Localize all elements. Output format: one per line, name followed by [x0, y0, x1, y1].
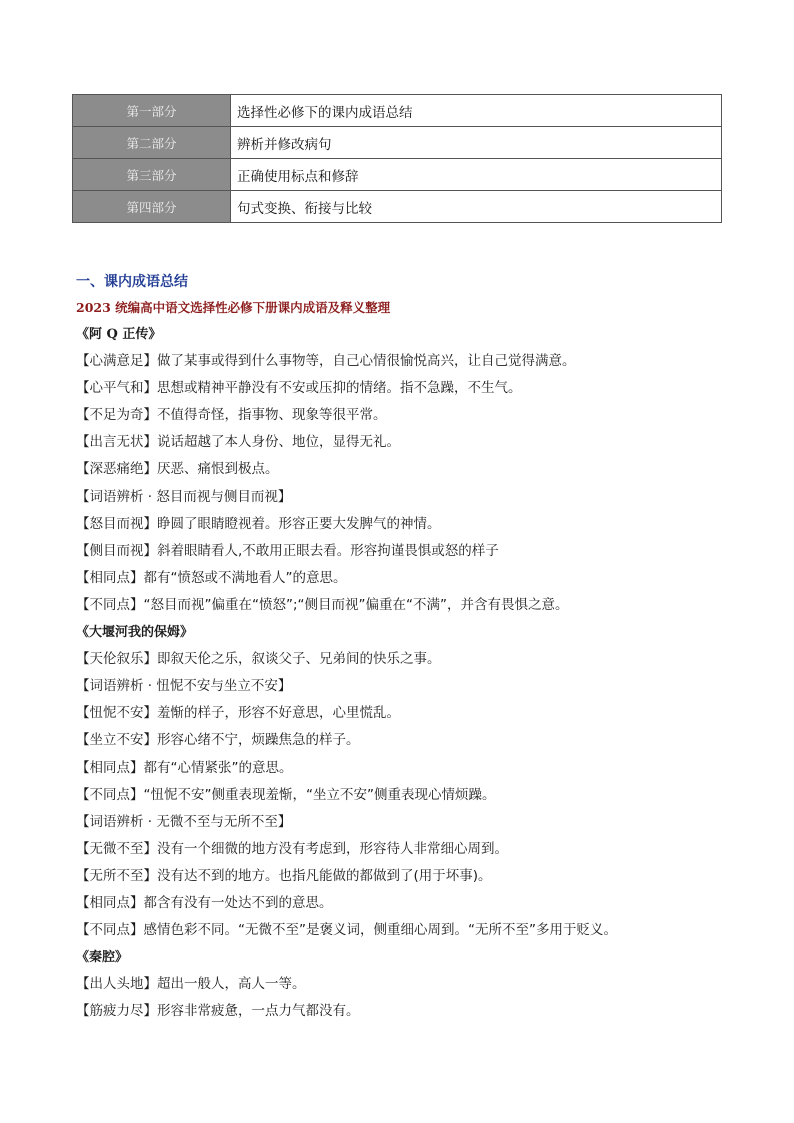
toc-row [73, 95, 722, 127]
idiom-list [76, 321, 736, 1025]
contents-table [72, 94, 722, 223]
section-heading: 一、课内成语总结 [76, 274, 188, 290]
toc-desc: 正确使用标点和修辞 [231, 159, 722, 191]
idiom-entry: 【相同点】都有“愤怒或不满地看人”的意思。 [76, 569, 347, 586]
toc-part: 第一部分 [73, 95, 231, 127]
idiom-entry: 【坐立不安】形容心绪不宁，烦躁焦急的样子。 [76, 732, 360, 749]
idiom-entry: 【深恶痛绝】厌恶、痛恨到极点。 [76, 461, 279, 478]
idiom-entry: 【词语辨析 · 无微不至与无所不至】 [76, 813, 292, 830]
idiom-entry: 【怒目而视】睁圆了眼睛瞪视着。形容正要大发脾气的神情。 [76, 515, 441, 532]
section-subtitle: 2023 统编高中语文选择性必修下册课内成语及释义整理 [76, 300, 391, 315]
idiom-entry: 【相同点】都有“心情紧张”的意思。 [76, 759, 293, 776]
idiom-entry: 【筋疲力尽】形容非常疲惫，一点力气都没有。 [76, 1003, 360, 1020]
toc-desc: 句式变换、衔接与比较 [231, 191, 722, 223]
idiom-entry: 【无所不至】没有达不到的地方。也指凡能做的都做到了(用于坏事)。 [76, 867, 492, 884]
idiom-entry: 【相同点】都含有没有一处达不到的意思。 [76, 894, 333, 911]
idiom-entry: 【不足为奇】不值得奇怪，指事物、现象等很平常。 [76, 407, 387, 424]
idiom-entry: 【不同点】“忸怩不安”侧重表现羞惭，“坐立不安”侧重表现心情烦躁。 [76, 786, 496, 803]
idiom-entry: 【出人头地】超出一般人，高人一等。 [76, 976, 306, 993]
idiom-entry: 【天伦叙乐】即叙天伦之乐，叙谈父子、兄弟间的快乐之事。 [76, 651, 441, 668]
toc-part: 第二部分 [73, 127, 231, 159]
idiom-entry: 【忸怩不安】羞惭的样子，形容不好意思，心里慌乱。 [76, 705, 400, 722]
toc-desc: 选择性必修下的课内成语总结 [231, 95, 722, 127]
toc-row [73, 159, 722, 191]
toc-row [73, 191, 722, 223]
idiom-entry: 【词语辨析 · 怒目而视与侧目而视】 [76, 488, 292, 505]
idiom-entry: 【出言无状】说话超越了本人身份、地位，显得无礼。 [76, 434, 400, 451]
toc-part: 第三部分 [73, 159, 231, 191]
idiom-entry: 【词语辨析 · 忸怩不安与坐立不安】 [76, 678, 292, 695]
work-title: 《阿 Q 正传》 [76, 327, 162, 342]
toc-desc: 辨析并修改病句 [231, 127, 722, 159]
toc-row [73, 127, 722, 159]
work-title: 《秦腔》 [76, 950, 129, 966]
idiom-entry: 【不同点】感情色彩不同。“无微不至”是褒义词，侧重细心周到。“无所不至”多用于贬义。 [76, 922, 617, 939]
idiom-entry: 【不同点】“怒目而视”偏重在“愤怒”;“侧目而视”偏重在“不满”，并含有畏惧之意。 [76, 596, 569, 613]
work-title: 《大堰河我的保姆》 [76, 625, 194, 641]
idiom-entry: 【心平气和】思想或精神平静没有不安或压抑的情绪。指不急躁，不生气。 [76, 380, 522, 397]
toc-part: 第四部分 [73, 191, 231, 223]
idiom-entry: 【心满意足】做了某事或得到什么事物等，自己心情很愉悦高兴，让自己觉得满意。 [76, 353, 576, 370]
idiom-entry: 【侧目而视】斜着眼睛看人,不敢用正眼去看。形容拘谨畏惧或怒的样子 [76, 542, 499, 559]
idiom-entry: 【无微不至】没有一个细微的地方没有考虑到，形容待人非常细心周到。 [76, 840, 508, 857]
